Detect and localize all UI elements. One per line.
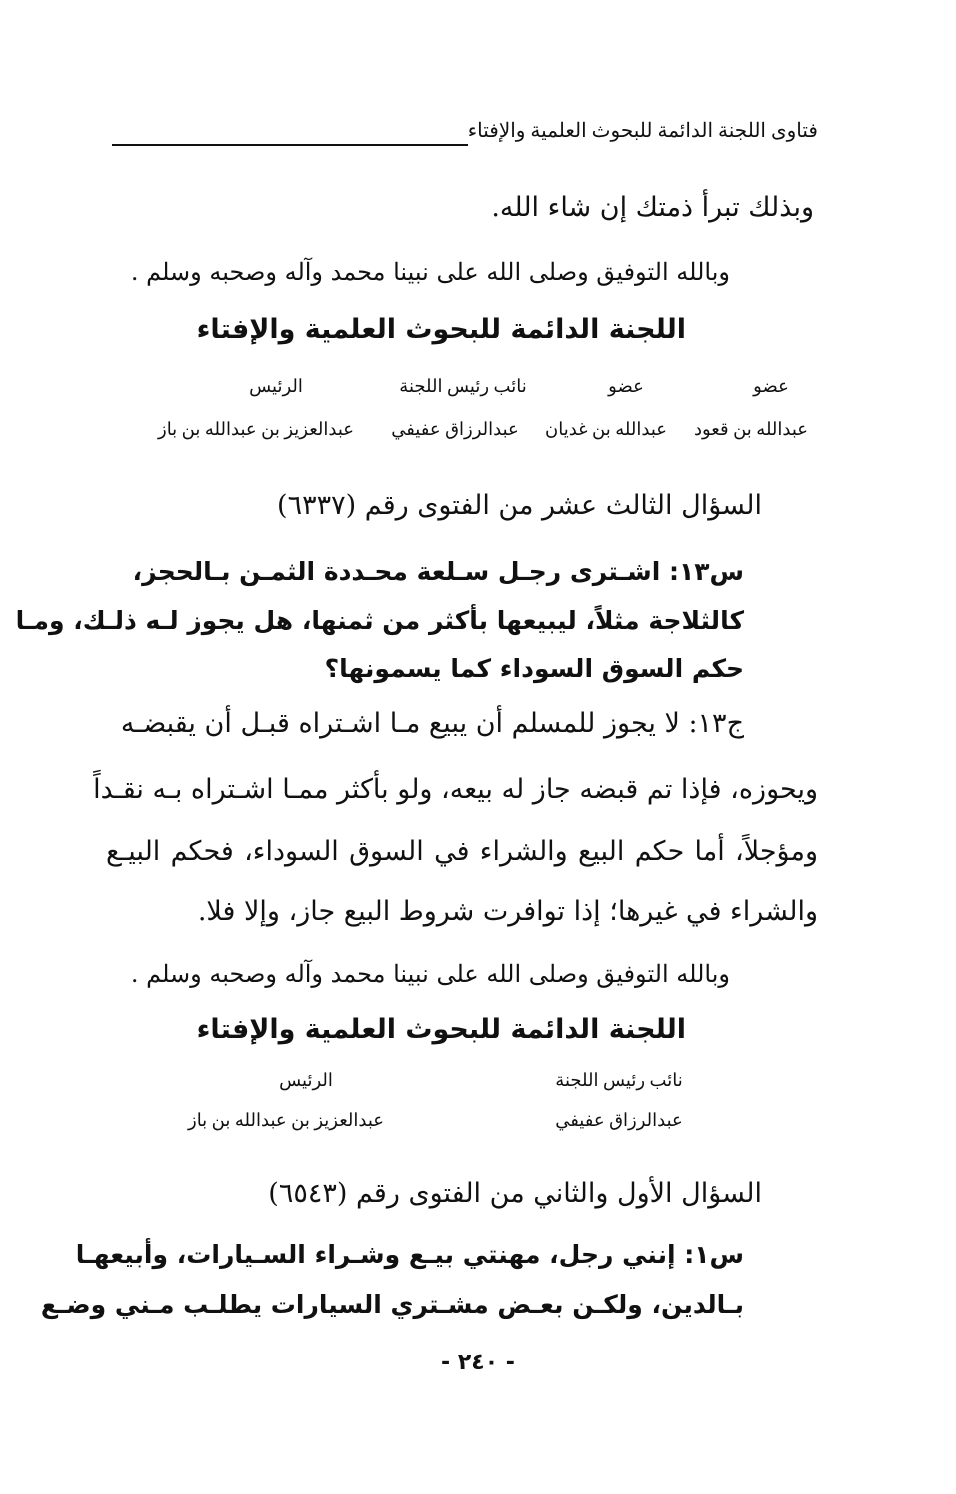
running-header-title: فتاوى اللجنة الدائمة للبحوث العلمية والإفتاء: [467, 120, 818, 142]
sig1-role-4: الرئيس: [249, 376, 303, 396]
fatwa-title-6543: السؤال الأول والثاني من الفتوى رقم (٦٥٤٣): [268, 1178, 762, 1209]
sig2-name-2: عبدالعزيز بن عبدالله بن باز: [188, 1110, 384, 1130]
answer-13-line-2: ويحوزه، فإذا تم قبضه جاز له بيعه، ولو بأكثر ممـا اشـتراه بـه نقـداً: [93, 774, 818, 805]
question-13-line-1: س١٣: اشـترى رجـل سـلعة محـددة الثمـن بـالحجز،: [132, 557, 744, 586]
page-number: - ٢٤٠ -: [441, 1350, 515, 1375]
sig1-name-2: عبدالله بن غديان: [544, 419, 667, 439]
question-1-line-1: س١: إنني رجل، مهنتي بيـع وشـراء السـيارات، وأبيعهـا: [75, 1240, 744, 1269]
answer-13-line-4: والشراء في غيرها؛ إذا توافرت شروط البيع جاز، وإلا فلا.: [197, 896, 818, 927]
committee-heading-2: اللجنة الدائمة للبحوث العلمية والإفتاء: [196, 1014, 686, 1045]
committee-heading-1: اللجنة الدائمة للبحوث العلمية والإفتاء: [196, 314, 686, 345]
question-1-line-2: بـالدين، ولكـن بعـض مشـتري السيارات يطلـب مـني وضـع: [40, 1290, 744, 1319]
running-header: [468, 118, 818, 143]
sig1-role-3: نائب رئيس اللجنة: [399, 376, 527, 396]
sig2-name-1: عبدالرزاق عفيفي: [555, 1110, 683, 1130]
question-13-line-2: كالثلاجة مثلاً، ليبيعها بأكثر من ثمنها، هل يجوز لـه ذلـك، ومـا: [15, 606, 744, 635]
header-rule: [112, 144, 468, 146]
closing-line-2: وبالله التوفيق وصلى الله على نبينا محمد وآله وصحبه وسلم .: [130, 258, 730, 286]
answer-13-line-3: ومؤجلاً، أما حكم البيع والشراء في السوق السوداء، فحكم البيـع: [106, 836, 818, 867]
closing-line-1: وبذلك تبرأ ذمتك إن شاء الله.: [491, 192, 814, 223]
sig2-role-1: نائب رئيس اللجنة: [555, 1070, 683, 1090]
sig1-name-1: عبدالله بن قعود: [693, 419, 809, 439]
sig1-name-4: عبدالعزيز بن عبدالله بن باز: [158, 419, 354, 439]
sig2-role-2: الرئيس: [279, 1070, 333, 1090]
sig1-name-3: عبدالرزاق عفيفي: [391, 419, 519, 439]
closing-line-3: وبالله التوفيق وصلى الله على نبينا محمد وآله وصحبه وسلم .: [130, 960, 730, 988]
question-13-line-3: حكم السوق السوداء كما يسمونها؟: [324, 654, 744, 683]
sig1-role-1: عضو: [753, 376, 789, 396]
sig1-role-2: عضو: [608, 376, 644, 396]
answer-13-line-1: ج١٣: لا يجوز للمسلم أن يبيع مـا اشـتراه قبـل أن يقبضـه: [120, 708, 744, 739]
fatwa-title-6337: السؤال الثالث عشر من الفتوى رقم (٦٣٣٧): [277, 490, 762, 521]
